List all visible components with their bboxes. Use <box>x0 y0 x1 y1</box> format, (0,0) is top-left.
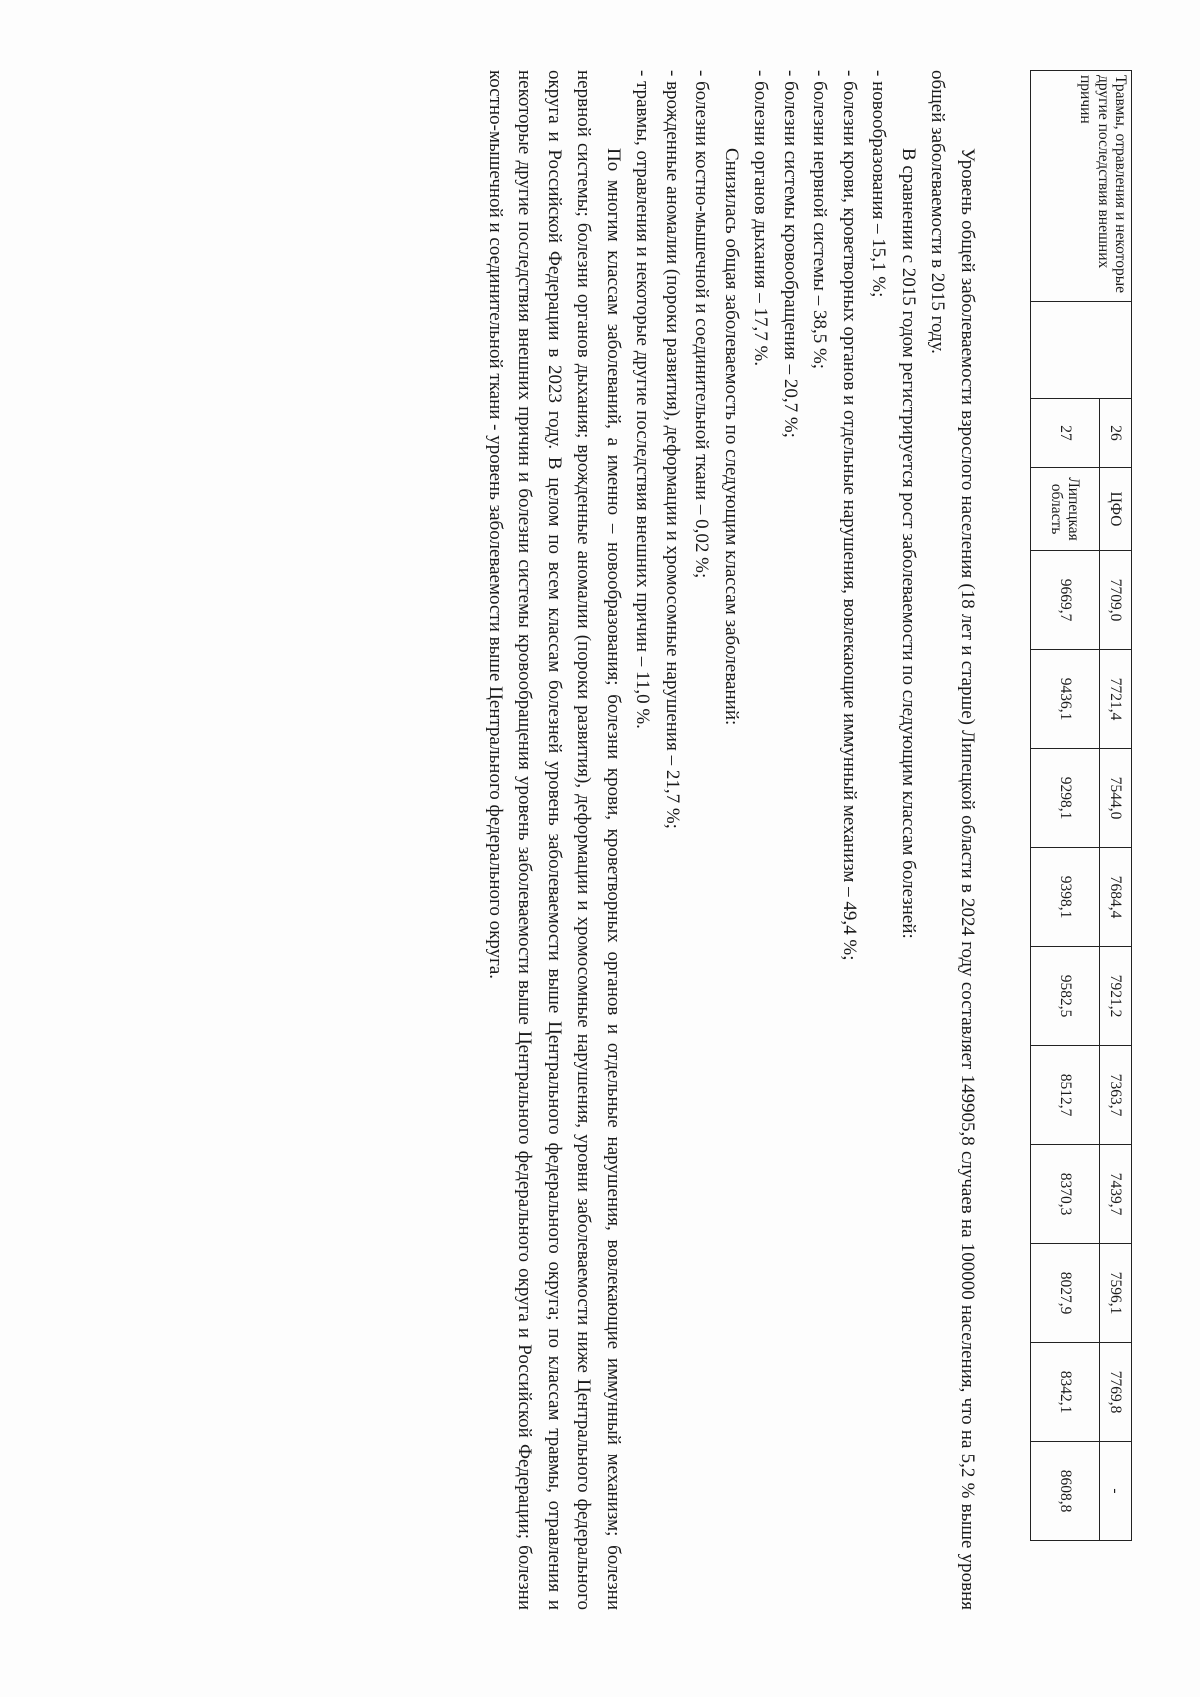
value-cell: 7684,4 <box>1100 848 1132 947</box>
paragraph-growth-intro: В сравнении с 2015 годом регистрируется рост заболеваемости по следующим классам болезней: <box>898 148 919 939</box>
value-cell: 7439,7 <box>1100 1145 1132 1244</box>
value-cell: 9582,5 <box>1031 947 1100 1046</box>
list-item: - болезни нервной системы – 38,5 %; <box>809 70 831 370</box>
value-cell: 7596,1 <box>1100 1244 1132 1343</box>
paragraph-total-morbidity: Уровень общей заболеваемости взрослого населения (18 лет и старше) Липецкой области в 2024 году составляет 149905,8 случаев на 100000 населения, что на 5,2 % выше уровня общей заболеваемости в 2015 году. <box>927 70 978 1610</box>
value-cell: 9398,1 <box>1031 848 1100 947</box>
value-cell: 7709,0 <box>1100 551 1132 650</box>
list-item: - болезни костно-мышечной и соединительной ткани – 0,02 %; <box>691 70 713 579</box>
list-item: - травмы, отравления и некоторые другие последствия внешних причин – 11,0 %. <box>632 70 654 729</box>
row-name-cell: Травмы, отравления и некоторые другие последствия внешних причин <box>1031 71 1132 302</box>
empty-cell <box>1031 302 1132 399</box>
value-cell: 7921,2 <box>1100 947 1132 1046</box>
region-cell: ЦФО <box>1100 468 1132 551</box>
value-cell: 9669,7 <box>1031 551 1100 650</box>
value-cell: 8512,7 <box>1031 1046 1100 1145</box>
value-cell: 8370,3 <box>1031 1145 1100 1244</box>
list-item: - болезни системы кровообращения – 20,7 %; <box>780 70 801 438</box>
table-row <box>1100 71 1132 1541</box>
value-cell: 8027,9 <box>1031 1244 1100 1343</box>
value-cell: 8608,8 <box>1031 1442 1100 1541</box>
paragraph-comparison: По многим классам заболеваний, а именно – новообразования; болезни крови, кроветворных органов и отдельные нарушения, вовлекающие иммунный механизм; болезни нервной системы; болезни органов дыхания; врожденные аномалии (пороки развития), деформации и хромосомные нарушения, уровни заболеваемости ниже Центрального федерального округа и Российской Федерации в 2023 году. В целом по всем классам болезней уровень заболеваемости выше Центрального федерального округа; по классам травмы, отравления и некоторые другие последствия внешних причин и болезни системы кровообращения уровень заболеваемости выше Центрального федерального округа и Российской Федерации; болезни костно-мышечной и соединительной ткани - уровень заболеваемости выше Центрального федерального округа. <box>485 70 624 1610</box>
row-number-cell: 26 <box>1100 399 1132 468</box>
value-cell: 7363,7 <box>1100 1046 1132 1145</box>
morbidity-table <box>1030 70 1132 1541</box>
value-cell: 9298,1 <box>1031 749 1100 848</box>
region-cell: Липецкая область <box>1031 468 1100 551</box>
value-cell: 7769,8 <box>1100 1343 1132 1442</box>
body-text <box>481 70 983 1610</box>
value-cell: 7544,0 <box>1100 749 1132 848</box>
value-cell: 8342,1 <box>1031 1343 1100 1442</box>
paragraph-decline-intro: Снизилась общая заболеваемость по следующим классам заболеваний: <box>721 148 742 726</box>
list-item: - новообразования – 15,1 %; <box>868 70 890 298</box>
value-cell: - <box>1100 1442 1132 1541</box>
value-cell: 9436,1 <box>1031 650 1100 749</box>
value-cell: 7721,4 <box>1100 650 1132 749</box>
list-item: - врожденные аномалии (пороки развития), деформации и хромосомные нарушения – 21,7 %; <box>662 70 683 829</box>
list-item: - болезни крови, кроветворных органов и отдельные нарушения, вовлекающие иммунный механизм – 49,4 %; <box>839 70 860 961</box>
list-item: - болезни органов дыхания – 17,7 %. <box>750 70 772 367</box>
row-number-cell: 27 <box>1031 399 1100 468</box>
